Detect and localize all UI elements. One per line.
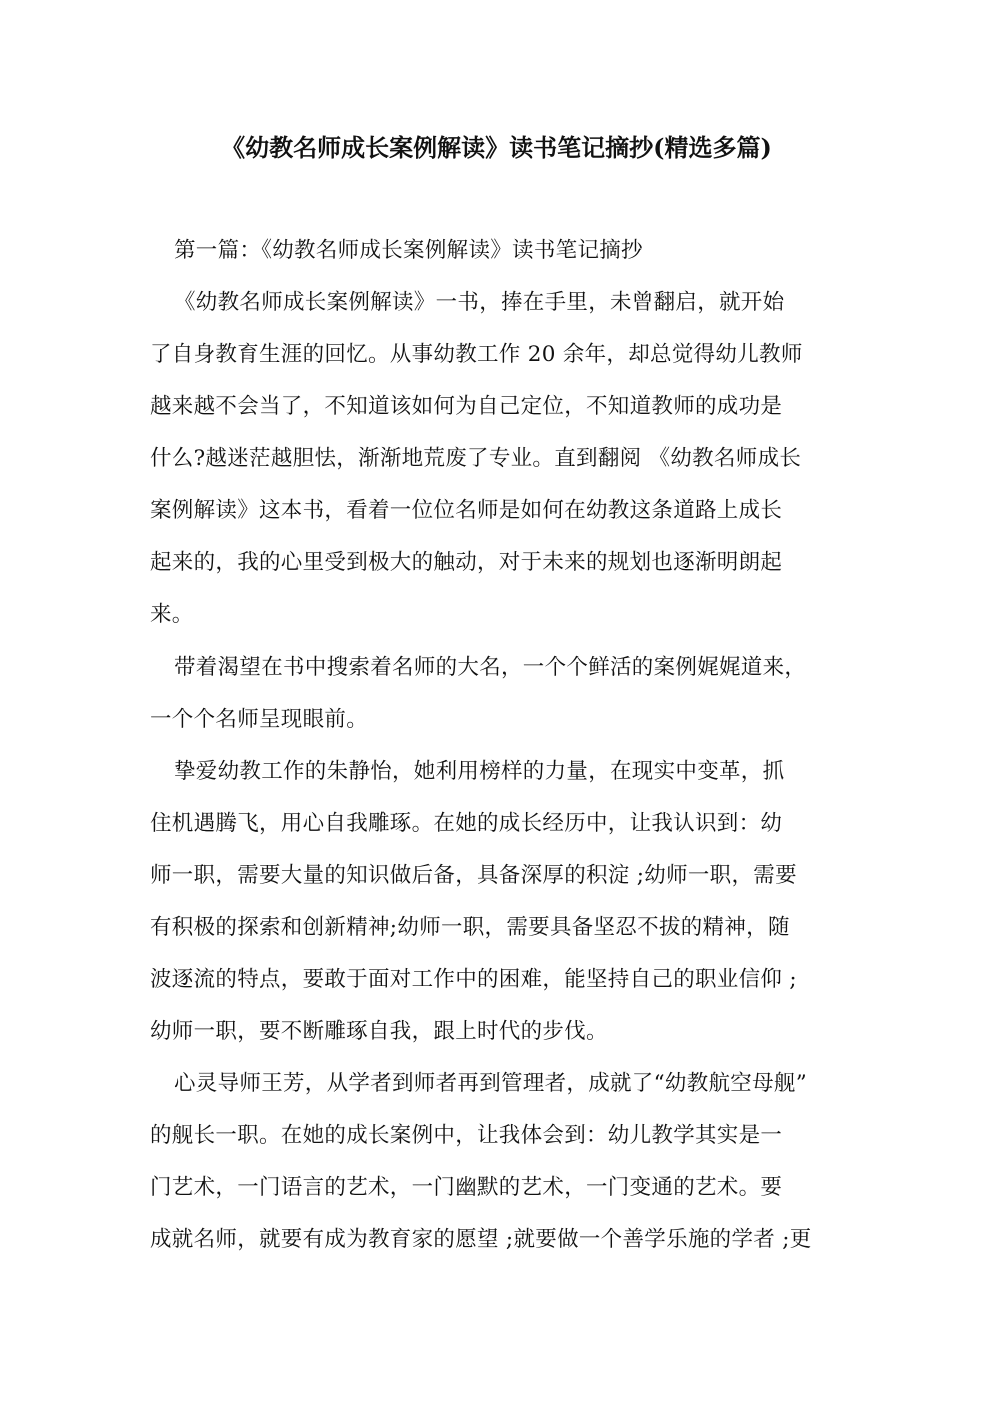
paragraph-line: 起来的，我的心里受到极大的触动，对于未来的规划也逐渐明朗起	[150, 550, 783, 575]
paragraph-line: 什么?越迷茫越胆怯，渐渐地荒废了专业。直到翻阅 《幼教名师成长	[150, 446, 802, 471]
paragraph-line: 波逐流的特点，要敢于面对工作中的困难，能坚持自己的职业信仰 ;	[150, 967, 797, 992]
paragraph-line: 越来越不会当了，不知道该如何为自己定位，不知道教师的成功是	[150, 394, 783, 419]
document-title: 《幼教名师成长案例解读》读书笔记摘抄(精选多篇)	[221, 133, 772, 162]
paragraph-line: 师一职，需要大量的知识做后备，具备深厚的积淀 ;幼师一职，需要	[150, 863, 797, 888]
paragraph-line: 挚爱幼教工作的朱静怡，她利用榜样的力量，在现实中变革，抓	[174, 759, 785, 784]
paragraph-line: 门艺术，一门语言的艺术，一门幽默的艺术，一门变通的艺术。要	[150, 1175, 783, 1200]
paragraph-line: 《幼教名师成长案例解读》一书，捧在手里，未曾翻启，就开始	[174, 290, 785, 315]
paragraph-line: 心灵导师王芳，从学者到师者再到管理者，成就了“幼教航空母舰”	[174, 1071, 807, 1096]
paragraph-line: 有积极的探索和创新精神;幼师一职，需要具备坚忍不拔的精神，随	[150, 915, 790, 940]
paragraph-line: 幼师一职，要不断雕琢自我，跟上时代的步伐。	[150, 1019, 608, 1044]
paragraph-line: 案例解读》这本书，看着一位位名师是如何在幼教这条道路上成长	[150, 498, 783, 523]
paragraph-line: 了自身教育生涯的回忆。从事幼教工作 20 余年，却总觉得幼儿教师	[150, 342, 803, 367]
paragraph-line: 住机遇腾飞，用心自我雕琢。在她的成长经历中，让我认识到：幼	[150, 811, 783, 836]
paragraph-line: 一个个名师呈现眼前。	[150, 707, 369, 732]
paragraph-line: 来。	[150, 602, 194, 627]
paragraph-line: 带着渴望在书中搜索着名师的大名，一个个鲜活的案例娓娓道来，	[174, 655, 807, 680]
section-heading: 第一篇：《幼教名师成长案例解读》读书笔记摘抄	[174, 238, 643, 263]
paragraph-line: 的舰长一职。在她的成长案例中，让我体会到：幼儿教学其实是一	[150, 1123, 783, 1148]
paragraph-line: 成就名师，就要有成为教育家的愿望 ;就要做一个善学乐施的学者 ;更	[150, 1227, 812, 1252]
